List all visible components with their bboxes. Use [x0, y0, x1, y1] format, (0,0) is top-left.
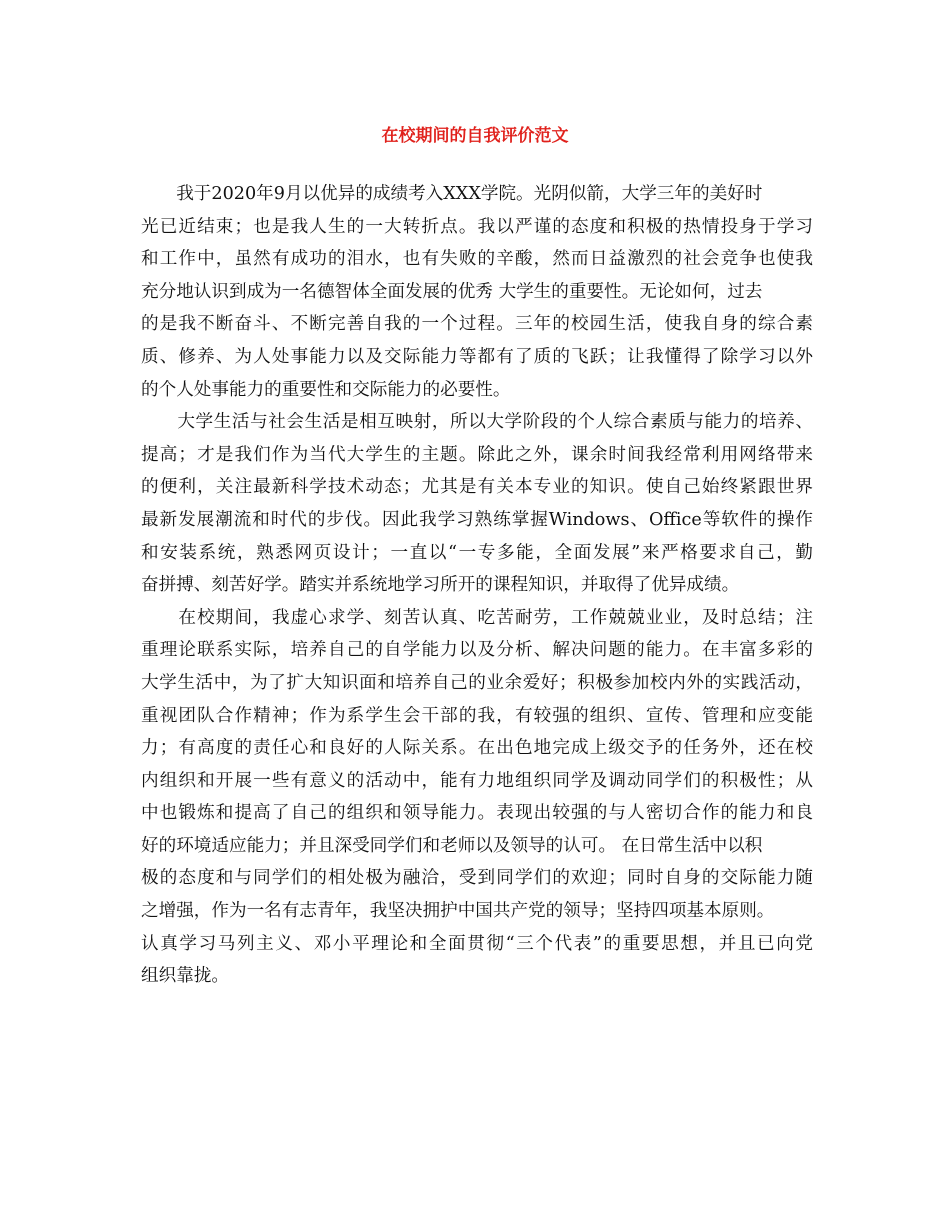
- body-text-line: 内组织和开展一些有意义的活动中，能有力地组织同学及调动同学们的积极性；从: [141, 770, 813, 791]
- body-text-line: 认真学习马列主义、邓小平理论和全面贯彻“三个代表”的重要思想，并且已向党: [141, 933, 813, 954]
- body-text-line: 质、修养、为人处事能力以及交际能力等都有了质的飞跃；让我懂得了除学习以外: [141, 346, 813, 367]
- body-text-line: 的个人处事能力的重要性和交际能力的必要性。: [141, 379, 511, 400]
- body-text-line: 组织靠拢。: [141, 966, 229, 987]
- body-text-line: 在校期间，我虚心求学、刻苦认真、吃苦耐劳，工作兢兢业业，及时总结；注: [141, 607, 813, 628]
- body-text-line: 大学生活中，为了扩大知识面和培养自己的业余爱好；积极参加校内外的实践活动，: [141, 672, 813, 693]
- body-text-line: 光已近结束；也是我人生的一大转折点。我以严谨的态度和积极的热情投身于学习: [141, 216, 813, 237]
- document-body: [141, 178, 813, 993]
- body-text-line: 和安装系统，熟悉网页设计；一直以“一专多能，全面发展”来严格要求自己，勤: [141, 542, 813, 563]
- body-text-line: 充分地认识到成为一名德智体全面发展的优秀 大学生的重要性。无论如何，过去: [141, 281, 763, 302]
- body-text-line: 中也锻炼和提高了自己的组织和领导能力。表现出较强的与人密切合作的能力和良: [141, 803, 813, 824]
- body-text-line: 最新发展潮流和时代的步伐。因此我学习熟练掌握Windows、Office等软件的操作: [141, 509, 813, 530]
- body-text-line: 之增强，作为一名有志青年，我坚决拥护中国共产党的领导；坚持四项基本原则。: [141, 901, 775, 922]
- document-title: 在校期间的自我评价范文: [381, 126, 569, 146]
- body-text-line: 重视团队合作精神；作为系学生会干部的我，有较强的组织、宣传、管理和应变能: [141, 705, 813, 726]
- body-text-line: 和工作中，虽然有成功的泪水，也有失败的辛酸，然而日益激烈的社会竞争也使我: [141, 249, 813, 270]
- body-text-line: 我于2020年9月以优异的成绩考入XXX学院。光阴似箭，大学三年的美好时: [141, 184, 763, 204]
- body-text-line: 好的环境适应能力；并且深受同学们和老师以及领导的认可。 在日常生活中以积: [141, 835, 763, 856]
- body-text-line: 极的态度和与同学们的相处极为融洽，受到同学们的欢迎；同时自身的交际能力随: [141, 868, 813, 889]
- body-text-line: 大学生活与社会生活是相互映射，所以大学阶段的个人综合素质与能力的培养、: [141, 412, 813, 433]
- body-text-line: 提高；才是我们作为当代大学生的主题。除此之外，课余时间我经常利用网络带来: [141, 444, 813, 465]
- body-text-line: 重理论联系实际，培养自己的自学能力以及分析、解决问题的能力。在丰富多彩的: [141, 640, 813, 661]
- body-text-line: 力；有高度的责任心和良好的人际关系。在出色地完成上级交予的任务外，还在校: [141, 738, 813, 759]
- body-text-line: 奋拼搏、刻苦好学。踏实并系统地学习所开的课程知识，并取得了优异成绩。: [141, 575, 740, 596]
- body-text-line: 的是我不断奋斗、不断完善自我的一个过程。三年的校园生活，使我自身的综合素: [141, 314, 813, 335]
- body-text-line: 的便利，关注最新科学技术动态；尤其是有关本专业的知识。使自己始终紧跟世界: [141, 477, 813, 498]
